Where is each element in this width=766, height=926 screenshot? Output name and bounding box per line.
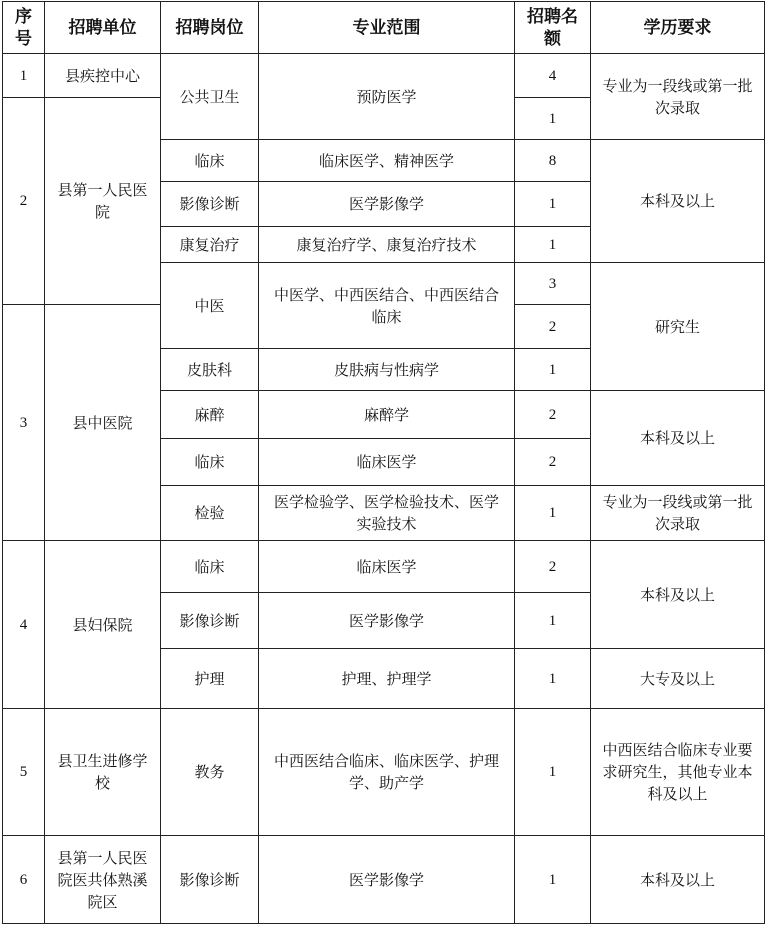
unit-cell: 县第一人民医院医共体熟溪院区 (45, 836, 161, 924)
count-cell: 1 (515, 227, 591, 263)
post-cell: 临床 (161, 541, 259, 593)
table-row (3, 541, 765, 593)
count-cell: 2 (515, 439, 591, 486)
header-post: 招聘岗位 (161, 2, 259, 54)
unit-cell: 县妇保院 (45, 541, 161, 709)
major-cell: 医学检验学、医学检验技术、医学实验技术 (259, 486, 515, 541)
post-cell: 影像诊断 (161, 593, 259, 649)
count-cell: 2 (515, 391, 591, 439)
post-cell: 皮肤科 (161, 349, 259, 391)
post-cell: 中医 (161, 263, 259, 349)
count-cell: 3 (515, 263, 591, 305)
post-cell: 影像诊断 (161, 182, 259, 227)
edu-cell: 大专及以上 (591, 649, 765, 709)
seq-cell: 1 (3, 54, 45, 98)
post-cell: 影像诊断 (161, 836, 259, 924)
count-cell: 2 (515, 305, 591, 349)
count-cell: 8 (515, 140, 591, 182)
header-major: 专业范围 (259, 2, 515, 54)
post-cell: 护理 (161, 649, 259, 709)
edu-cell: 中西医结合临床专业要求研究生，其他专业本科及以上 (591, 709, 765, 836)
major-cell: 临床医学 (259, 541, 515, 593)
edu-cell: 专业为一段线或第一批次录取 (591, 54, 765, 140)
post-cell: 麻醉 (161, 391, 259, 439)
major-cell: 麻醉学 (259, 391, 515, 439)
table-row (3, 836, 765, 924)
post-cell: 康复治疗 (161, 227, 259, 263)
count-cell: 1 (515, 709, 591, 836)
post-cell: 临床 (161, 439, 259, 486)
major-cell: 预防医学 (259, 54, 515, 140)
header-seq: 序号 (3, 2, 45, 54)
post-cell: 临床 (161, 140, 259, 182)
post-cell: 教务 (161, 709, 259, 836)
major-cell: 康复治疗学、康复治疗技术 (259, 227, 515, 263)
header-edu: 学历要求 (591, 2, 765, 54)
count-cell: 4 (515, 54, 591, 98)
major-cell: 医学影像学 (259, 593, 515, 649)
major-cell: 中医学、中西医结合、中西医结合临床 (259, 263, 515, 349)
major-cell: 医学影像学 (259, 836, 515, 924)
unit-cell: 县卫生进修学校 (45, 709, 161, 836)
header-count: 招聘名额 (515, 2, 591, 54)
seq-cell: 5 (3, 709, 45, 836)
count-cell: 1 (515, 593, 591, 649)
edu-cell: 专业为一段线或第一批次录取 (591, 486, 765, 541)
count-cell: 1 (515, 349, 591, 391)
major-cell: 护理、护理学 (259, 649, 515, 709)
count-cell: 1 (515, 649, 591, 709)
edu-cell: 研究生 (591, 263, 765, 391)
major-cell: 临床医学 (259, 439, 515, 486)
count-cell: 1 (515, 182, 591, 227)
seq-cell: 3 (3, 305, 45, 541)
header-row (3, 2, 765, 54)
edu-cell: 本科及以上 (591, 140, 765, 263)
major-cell: 皮肤病与性病学 (259, 349, 515, 391)
count-cell: 2 (515, 541, 591, 593)
unit-cell: 县中医院 (45, 305, 161, 541)
header-unit: 招聘单位 (45, 2, 161, 54)
count-cell: 1 (515, 486, 591, 541)
table-row (3, 54, 765, 98)
unit-cell: 县第一人民医院 (45, 98, 161, 305)
edu-cell: 本科及以上 (591, 541, 765, 649)
recruitment-table (2, 1, 765, 924)
seq-cell: 6 (3, 836, 45, 924)
table-row (3, 709, 765, 836)
post-cell: 公共卫生 (161, 54, 259, 140)
edu-cell: 本科及以上 (591, 391, 765, 486)
seq-cell: 4 (3, 541, 45, 709)
major-cell: 临床医学、精神医学 (259, 140, 515, 182)
post-cell: 检验 (161, 486, 259, 541)
seq-cell: 2 (3, 98, 45, 305)
edu-cell: 本科及以上 (591, 836, 765, 924)
unit-cell: 县疾控中心 (45, 54, 161, 98)
major-cell: 医学影像学 (259, 182, 515, 227)
count-cell: 1 (515, 836, 591, 924)
major-cell: 中西医结合临床、临床医学、护理学、助产学 (259, 709, 515, 836)
count-cell: 1 (515, 98, 591, 140)
